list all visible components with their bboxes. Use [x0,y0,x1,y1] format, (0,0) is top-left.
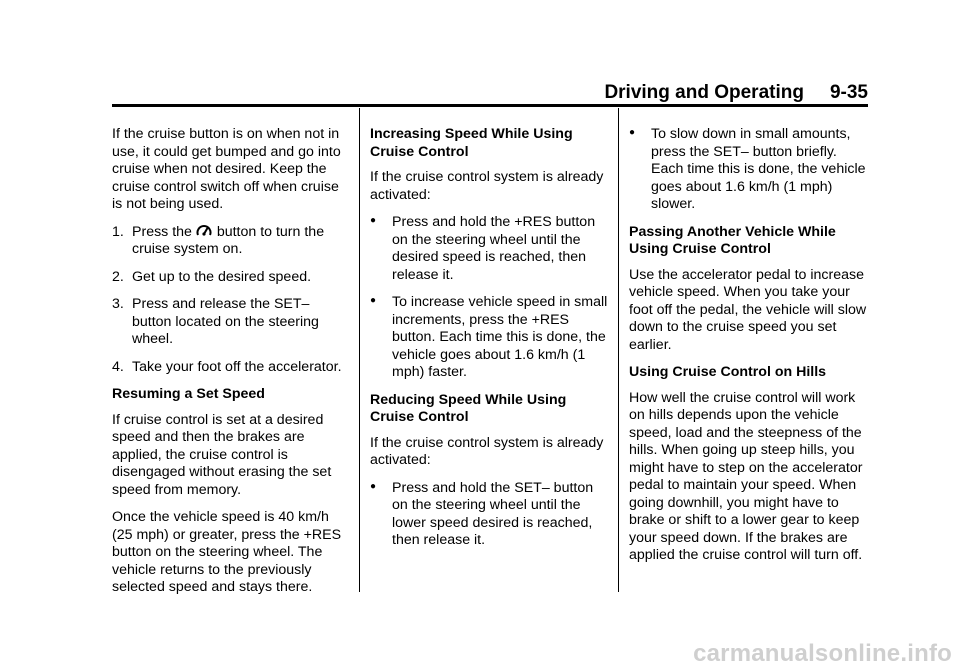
section-title: Driving and Operating [604,82,804,103]
section-heading: Resuming a Set Speed [112,386,265,402]
cruise-control-icon [196,224,212,238]
bullet-icon: ● [370,215,377,226]
watermark-text: carmanualsonline.info [693,640,952,667]
bullet-text: To increase vehicle speed in small increments, press the +RES button. Each time this is done, the vehicle goes about 1.6 km/h (1 mph) faster. [392,294,608,380]
column-3 [629,126,867,575]
bullet-icon: ● [629,127,636,138]
intro-paragraph: If the cruise button is on when not in use, it could get bumped and go into cruise when not desired. Keep the cruise control switch off when cruise is not being used. [112,126,341,212]
header-rule [112,104,868,107]
step-number: 1. [112,223,124,240]
bullet-text: Press and hold the SET– button on the steering wheel until the lower speed desired is reached, then release it. [392,479,594,548]
paragraph: If cruise control is set at a desired speed and then the brakes are applied, the cruise control is disengaged without erasing the set speed from memory. [112,411,332,498]
page-number: 9-35 [829,82,868,103]
step-text [132,224,350,259]
paragraph: Use the accelerator pedal to increase vehicle speed. When you take your foot off the pedal, the vehicle will slow down to the cruise speed you set earlier. [629,266,867,353]
step-number: 4. [112,358,124,375]
step-number: 2. [112,268,124,285]
page-header [112,82,868,104]
bullet-icon: ● [370,480,377,492]
bullet-item [370,294,608,382]
step-text-part: button to turn the cruise system on. [132,223,325,257]
paragraph: How well the cruise control will work on hills depends upon the vehicle speed, load and the steepness of the hills. When going up steep hills, you might have to step on the accelerator pedal to maintain your speed. When going downhill, you might have to brake or shift to a lower gear to keep your speed down. If the brakes are applied the cruise control will turn off. [629,389,863,563]
column-divider [359,108,360,592]
column-1 [112,126,350,607]
paragraph: If the cruise control system is already activated: [370,169,604,203]
section-heading: Using Cruise Control on Hills [629,364,827,380]
paragraph: If the cruise control system is already activated: [370,434,604,468]
column-divider [618,108,619,592]
bullet-item [370,480,608,550]
section-heading: Passing Another Vehicle While Using Cruise Control [629,223,836,257]
step-text: Get up to the desired speed. [132,268,312,285]
bullet-item [629,126,867,214]
step-number: 3. [112,296,124,312]
bullet-text: To slow down in small amounts, press the SET– button briefly. Each time this is done, the vehicle goes about 1.6 km/h (1 mph) slower. [651,126,866,212]
paragraph: Once the vehicle speed is 40 km/h (25 mph) or greater, press the +RES button on the steering wheel. The vehicle returns to the previously selected speed and stays there. [112,509,342,595]
section-heading: Reducing Speed While Using Cruise Control [370,391,567,425]
section-heading: Increasing Speed While Using Cruise Control [370,126,573,160]
step-item [112,359,350,377]
column-2 [370,126,608,560]
bullet-icon: ● [370,295,377,306]
step-text-part: Press the [132,223,196,240]
bullet-item [370,214,608,284]
step-text: Press and release the SET– button located on the steering wheel. [132,296,319,347]
step-item [112,224,350,259]
bullet-text: Press and hold the +RES button on the steering wheel until the desired speed is reached, then release it. [392,214,596,283]
step-text: Take your foot off the accelerator. [132,358,342,375]
step-item [112,296,350,349]
step-item [112,269,350,287]
